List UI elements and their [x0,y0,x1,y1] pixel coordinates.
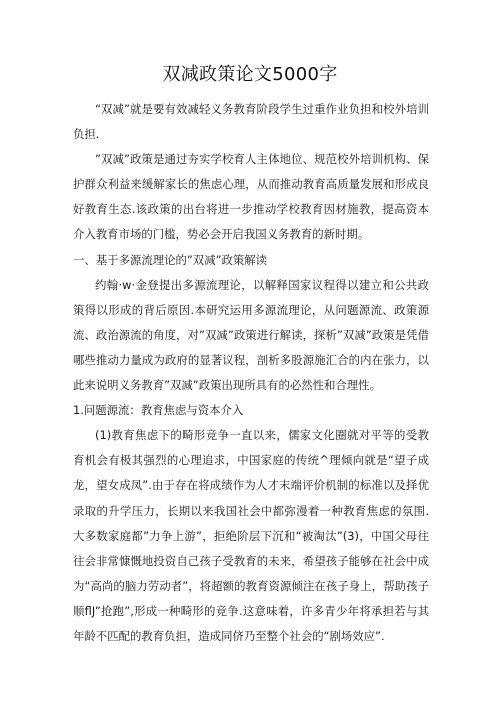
document-body [73,97,429,649]
paragraph-intro: “双减”就是要有效减轻义务教育阶段学生过重作业负担和校外培训负担. [73,102,429,142]
paragraph-policy-summary: ”双减”政策是通过夯实学校育人主体地位、规范校外培训机构、保护群众利益来缓解家长的焦虑心理，从而推动教育高质量发展和形成良好教育生态.该政策的出台将进一步推动学校教育因材施教，提高资本介入教育市场的门槛，势必会开启我国义务教育的新时期。 [73,152,429,242]
section-heading: 一、基于多源流理论的”双减”政策解读 [73,252,268,267]
paragraph-education-anxiety: (1)教育焦虑下的畸形竞争一直以来，儒家文化圈就对平等的受教育机会有极其强烈的心理追求，中国家庭的传统^理倾向就是“望子成龙，望女成凤”.由于存在将成绩作为人才末端评价机制的标准以及择优录取的升学压力，长期以来我国社会中都弥漫着一种教育焦虑的氛围.大多数家庭都”力争上游”，拒绝阶层下沉和“被淘汰”(3)，中国父母往往会非常慷慨地投资自己孩子受教育的未来，希望孩子能够在社会中成为“高尚的脑力劳动者”，将超额的教育资源倾注在孩子身上，帮助孩子顺flJ”抢跑”,形成一种畸形的竞争.这意味着，许多青少年将承担若与其年龄不匹配的教育负担，造成同侪乃至整个社会的“剧场效应”. [73,428,429,643]
document-title: 双减政策论文5000字 [162,64,338,85]
paragraph-theory: 约翰·w·金登提出多源流理论，以解释国家议程得以建立和公共政策得以形成的背后原因.本研究运用多源流理论，从问题源流、政策源流、政治源流的角度，对”双减”政策进行解读，探析”双减”政策是凭借哪些推动力量成为政府的显著议程，剖析多股源施汇合的内在张力，以此来说明义务教育”双减”政策出现所具有的必然性和合理性。 [73,277,429,393]
subsection-heading: 1.问题源流：教育焦虑与资本介入 [73,403,244,418]
